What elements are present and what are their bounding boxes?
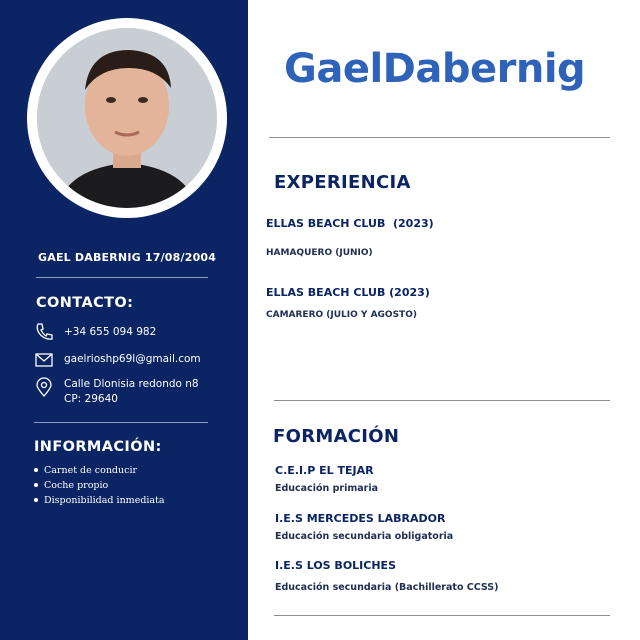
- divider: [34, 422, 208, 423]
- address-line-1: Calle Dlonisia redondo n8: [64, 378, 199, 390]
- divider: [274, 400, 610, 401]
- education-heading: FORMACIÓN: [273, 426, 400, 447]
- job-title: ELLAS BEACH CLUB (2023): [266, 217, 434, 230]
- contact-phone: [34, 322, 156, 342]
- education-level: Educación secundaria obligatoria: [275, 531, 454, 542]
- experience-heading: EXPERIENCIA: [274, 172, 411, 193]
- contact-heading: CONTACTO:: [36, 295, 134, 311]
- education-level: Educación primaria: [275, 483, 378, 494]
- contact-address: [34, 377, 199, 407]
- education-school: I.E.S MERCEDES LABRADOR: [275, 512, 446, 525]
- info-list: [34, 463, 165, 508]
- location-pin-icon: [34, 377, 54, 397]
- list-item: Carnet de conducir: [34, 463, 165, 478]
- email-address[interactable]: gaelrioshp69l@gmail.com: [64, 353, 201, 365]
- job-role: HAMAQUERO (JUNIO): [266, 248, 373, 258]
- main-content: [248, 0, 640, 640]
- address: [64, 377, 199, 407]
- info-heading: INFORMACIÓN:: [34, 439, 162, 455]
- contact-email: [34, 350, 201, 370]
- profile-photo: [37, 28, 217, 208]
- phone-number[interactable]: +34 655 094 982: [64, 326, 157, 338]
- job-title: ELLAS BEACH CLUB (2023): [266, 286, 430, 299]
- job-role: CAMARERO (JULIO Y AGOSTO): [266, 310, 417, 320]
- list-item: Disponibilidad inmediata: [34, 493, 165, 508]
- portrait-image: [37, 28, 217, 208]
- education-school: C.E.I.P EL TEJAR: [275, 464, 374, 477]
- sidebar: [0, 0, 248, 640]
- list-item: Coche propio: [34, 478, 165, 493]
- name-and-birthdate: GAEL DABERNIG 17/08/2004: [38, 251, 217, 264]
- divider: [274, 615, 610, 616]
- divider: [36, 277, 208, 278]
- divider: [269, 137, 610, 138]
- address-line-2: CP: 29640: [64, 393, 118, 405]
- profile-photo-frame: [27, 18, 227, 218]
- phone-icon: [34, 322, 54, 342]
- email-icon: [34, 350, 54, 370]
- education-level: Educación secundaria (Bachillerato CCSS): [275, 582, 499, 593]
- page-title: GaelDabernig: [284, 46, 586, 92]
- education-school: I.E.S LOS BOLICHES: [275, 559, 396, 572]
